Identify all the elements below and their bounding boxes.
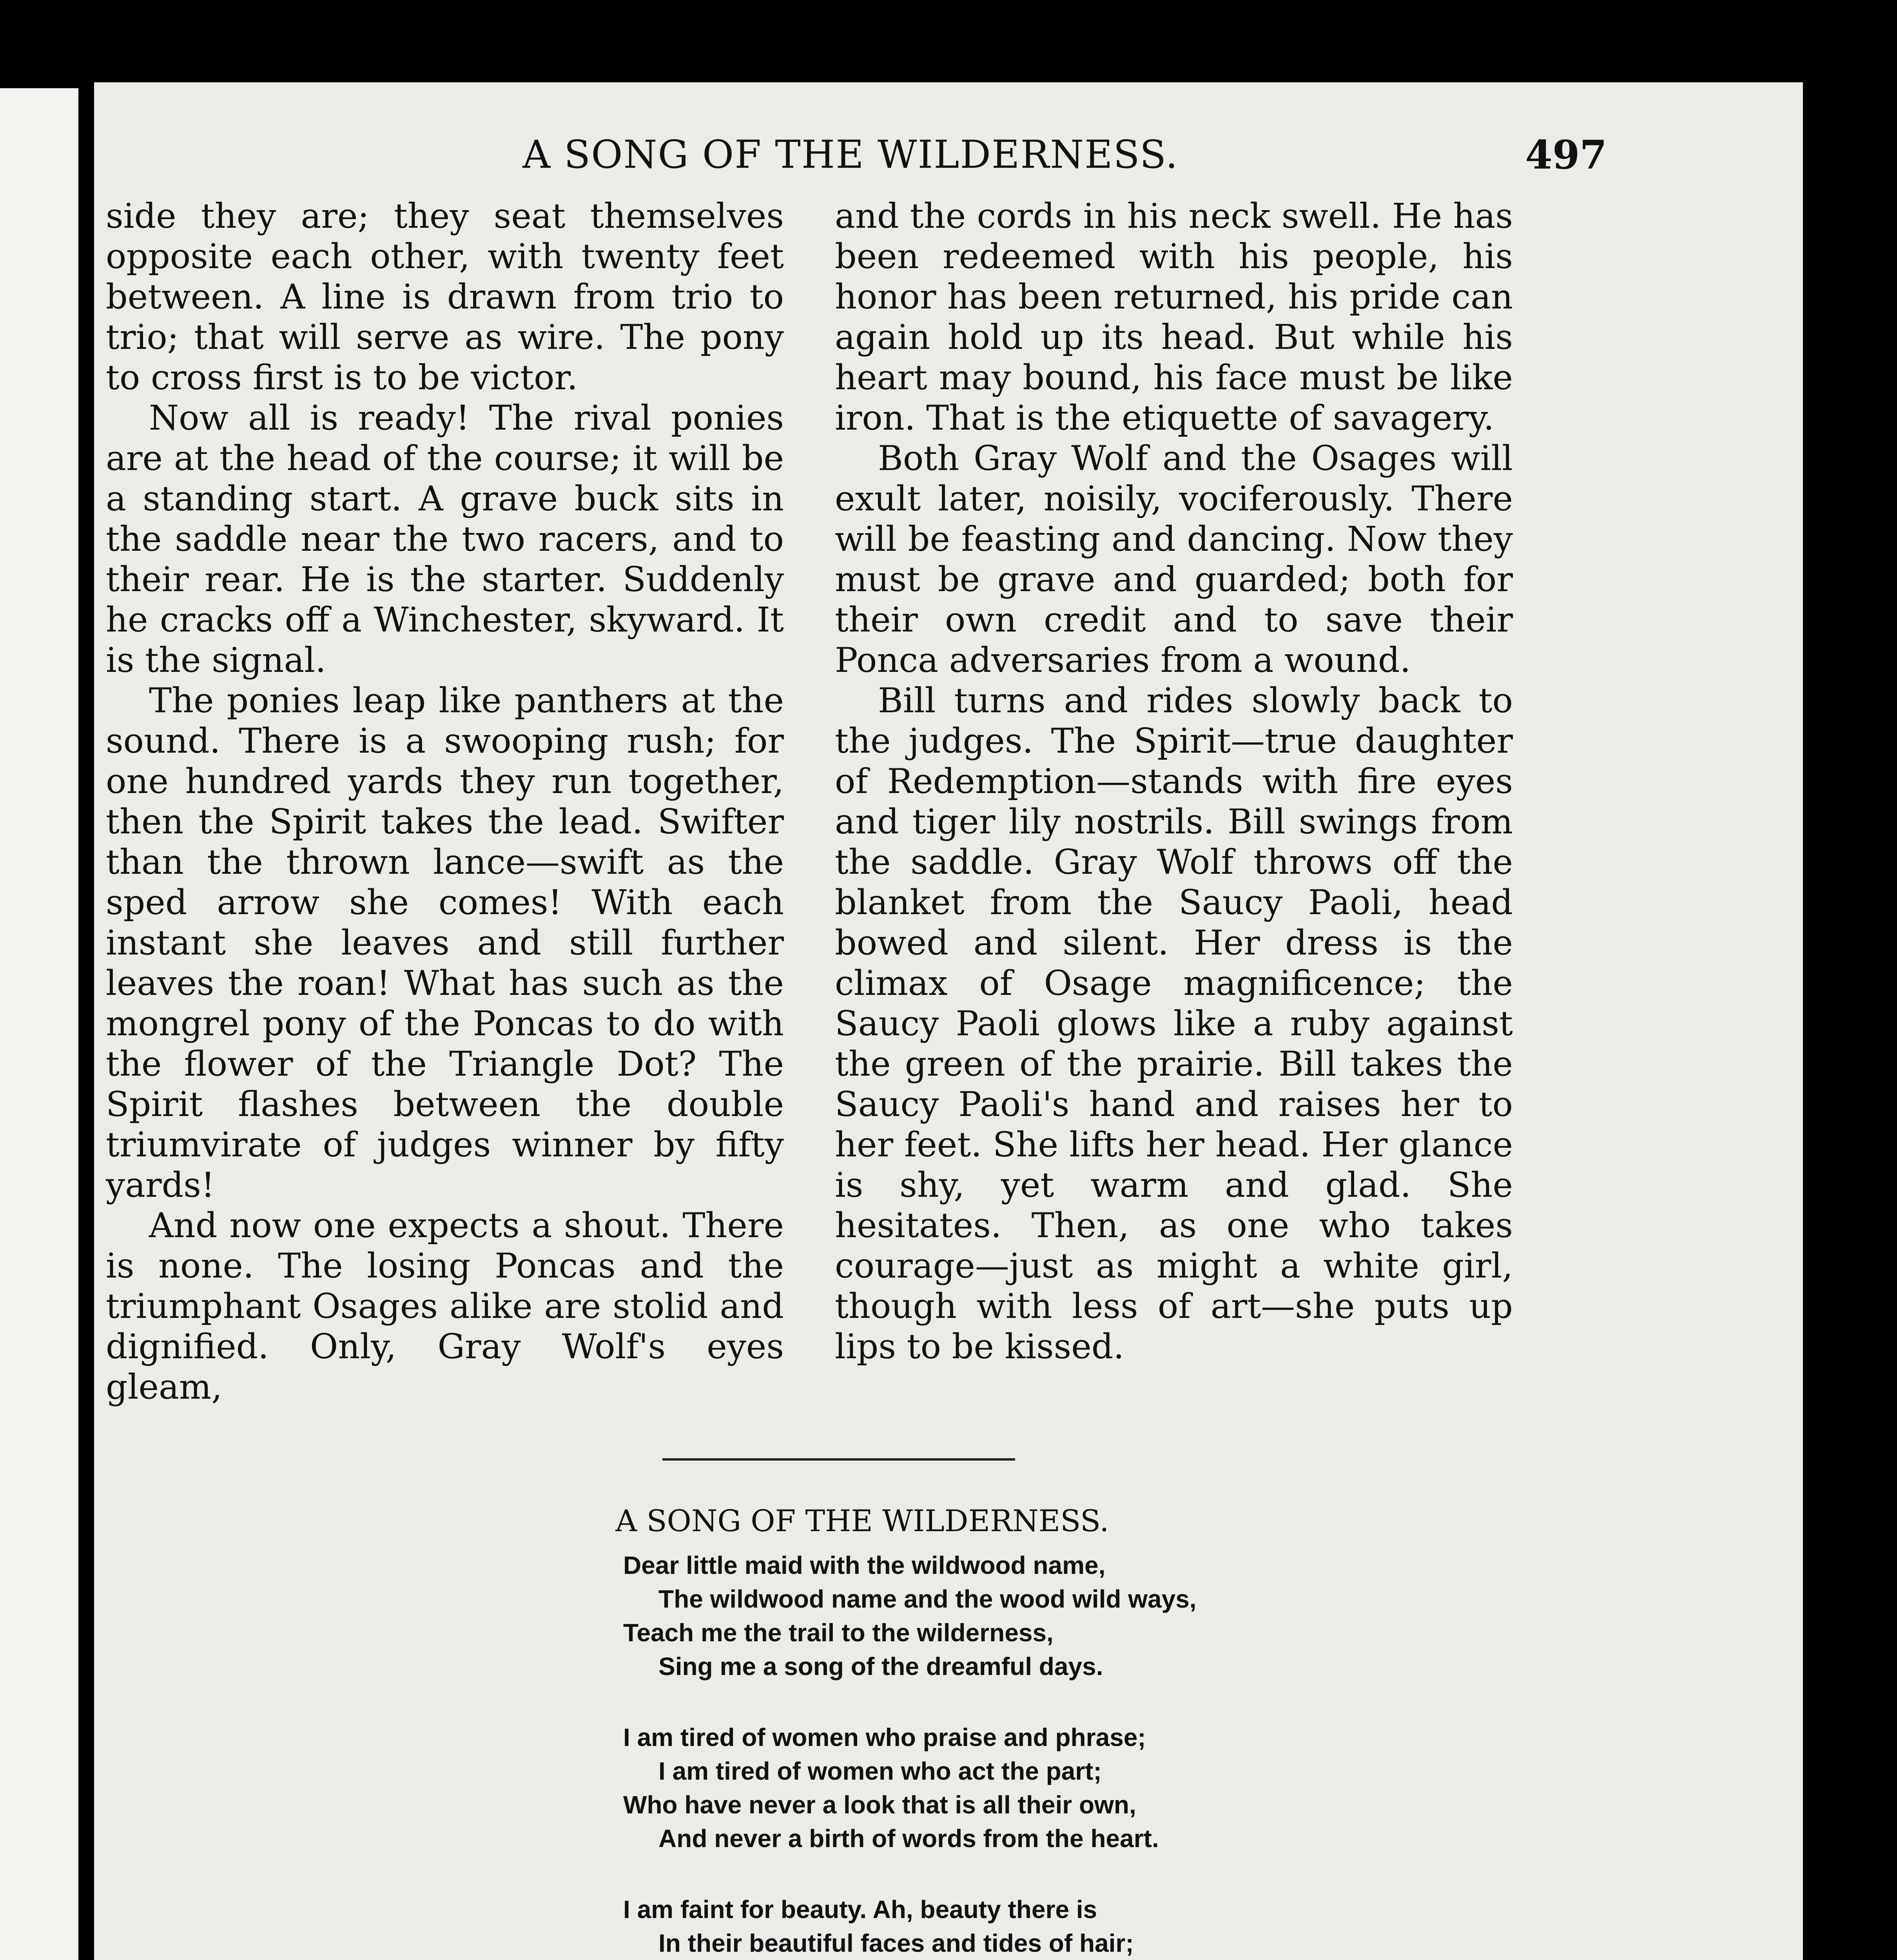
poem-line: And never a birth of words from the heart. — [658, 1824, 1159, 1853]
paragraph: And now one expects a shout. There is none. The losing Poncas and the triumphant Osages alike are stolid and dignified. Only, Gray Wolf's eyes gleam, — [106, 1205, 784, 1407]
running-title: A SONG OF THE WILDERNESS. — [522, 132, 1179, 177]
paragraph: Bill turns and rides slowly back to the judges. The Spirit—true daughter of Redemption—stands with fire eyes and tiger lily nostrils. Bill swings from the saddle. Gray Wolf throws off the blanket from the Saucy Paoli, head bowed and silent. Her dress is the climax of Osage magnificence; the Saucy Paoli glows like a ruby against the green of the prairie. Bill takes the Saucy Paoli's hand and raises her to her feet. She lifts her head. Her glance is shy, yet warm and glad. She hesitates. Then, as one who takes courage—just as might a white girl, though with less of art—she puts up lips to be kissed. — [835, 681, 1513, 1367]
poem-line: Sing me a song of the dreamful days. — [658, 1652, 1103, 1681]
poem-line: Who have never a look that is all their own, — [623, 1791, 1136, 1819]
left-text-column — [106, 196, 784, 1407]
section-divider — [662, 1458, 1015, 1461]
poem-line: Dear little maid with the wildwood name, — [623, 1551, 1106, 1579]
facing-page-edge — [0, 88, 78, 1960]
poem-title: A SONG OF THE WILDERNESS. — [615, 1503, 1109, 1538]
poem-line: Teach me the trail to the wilderness, — [623, 1619, 1054, 1647]
poem-stanza — [623, 1548, 1525, 1683]
poem-line: I am tired of women who praise and phrase; — [623, 1723, 1146, 1751]
paragraph: Now all is ready! The rival ponies are at the head of the course; it will be a standing start. A grave buck sits in the saddle near the two racers, and to their rear. He is the starter. Suddenly he cracks off a Winchester, skyward. It is the signal. — [106, 398, 784, 680]
paragraph: and the cords in his neck swell. He has been redeemed with his people, his honor has been returned, his pride can again hold up its head. But while his heart may bound, his face must be like iron. That is the etiquette of savagery. — [835, 196, 1513, 438]
paragraph: Both Gray Wolf and the Osages will exult later, noisily, vociferously. There will be feasting and dancing. Now they must be grave and guarded; both for their own credit and to save their Ponca adversaries from a wound. — [835, 438, 1513, 680]
poem-line: I am tired of women who act the part; — [658, 1757, 1102, 1785]
paragraph: The ponies leap like panthers at the sound. There is a swooping rush; for one hundred yards they run together, then the Spirit takes the lead. Swifter than the thrown lance—swift as the sped arrow she comes! With each instant she leaves and still further leaves the roan! What has such as the mongrel pony of the Poncas to do with the flower of the Triangle Dot? The Spirit flashes between the double triumvirate of judges winner by fifty yards! — [106, 681, 784, 1205]
poem-line: I am faint for beauty. Ah, beauty there is — [623, 1895, 1097, 1924]
poem-stanza — [623, 1720, 1525, 1855]
paragraph: side they are; they seat themselves opposite each other, with twenty feet between. A line is drawn from trio to trio; that will serve as wire. The pony to cross first is to be victor. — [106, 196, 784, 397]
poem-line: The wildwood name and the wood wild ways, — [658, 1585, 1197, 1613]
right-text-column — [835, 196, 1513, 1367]
page-number: 497 — [1525, 132, 1607, 178]
poem-line: In their beautiful faces and tides of hair; — [658, 1929, 1134, 1957]
page-header — [94, 129, 1607, 184]
poem — [623, 1548, 1525, 1960]
poem-stanza — [623, 1893, 1525, 1960]
